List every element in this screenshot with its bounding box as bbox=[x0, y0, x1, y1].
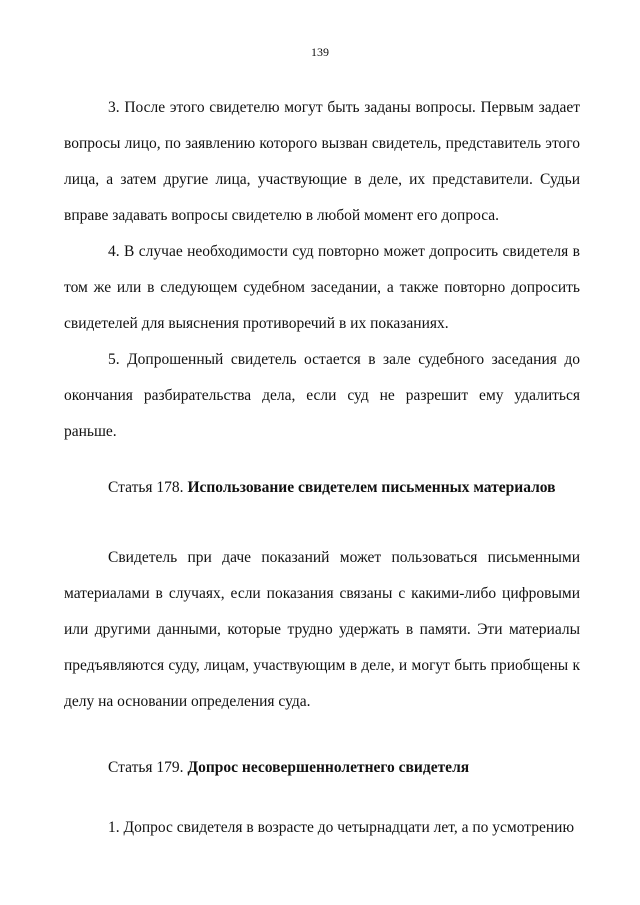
article-179-number: Статья 179. bbox=[108, 759, 184, 776]
article-178-title: Использование свидетелем письменных материалов bbox=[187, 479, 556, 496]
paragraph-4: 4. В случае необходимости суд повторно может допросить свидетеля в том же или в следующем судебном заседании, а также повторно допросить свидетелей для выяснения противоречий в их показаниях. bbox=[64, 243, 580, 332]
article-178-number: Статья 178. bbox=[108, 479, 184, 496]
document-body bbox=[64, 90, 580, 846]
article-179-title: Допрос несовершеннолетнего свидетеля bbox=[187, 759, 470, 776]
paragraph-3: 3. После этого свидетелю могут быть заданы вопросы. Первым задает вопросы лицо, по заявлению которого вызван свидетель, представитель этого лица, а затем другие лица, участвующие в деле, их представители. Судьи вправе задавать вопросы свидетелю в любой момент его допроса. bbox=[64, 99, 580, 224]
article-179-text: 1. Допрос свидетеля в возрасте до четырнадцати лет, а по усмотрению bbox=[108, 819, 575, 836]
paragraph-5: 5. Допрошенный свидетель остается в зале судебного заседания до окончания разбирательства дела, если суд не разрешит ему удалиться раньше. bbox=[64, 351, 580, 440]
article-178-heading bbox=[64, 470, 580, 506]
article-178-text: Свидетель при даче показаний может пользоваться письменными материалами в случаях, если показания связаны с какими-либо цифровыми или другими данными, которые трудно удержать в памяти. Эти материалы предъявляются суду, лицам, участвующим в деле, и могут быть приобщены к делу на основании определения суда. bbox=[64, 549, 580, 710]
article-179-heading bbox=[64, 750, 580, 786]
page-number: 139 bbox=[311, 45, 329, 59]
